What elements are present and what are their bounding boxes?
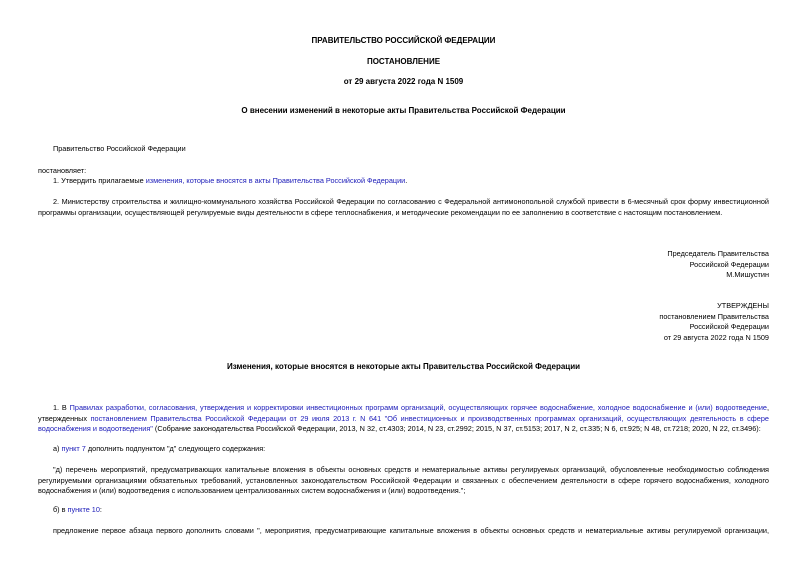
resolves: постановляет:	[38, 166, 87, 175]
document-type: ПОСТАНОВЛЕНИЕ	[366, 57, 441, 66]
change-1: 1. В Правилах разработки, согласования, утверждения и корректировки инвестиционных программ организаций, осуществляющих горячее водоснабжение, холодное водоснабжение и (или) водоотведение, утвержденных постановлением Правительства Российской Федерации от 29 июля 2013 г. N 641 "Об инвестиционных и производственных программах организаций, осуществляющих деятельность в сфере водоснабжения и водоотведения" (Собрание законодательства Российской Федерации, 2013, N 32, ст.4303; 2014, N 23, ст.2992; 2015, N 37, ст.5153; 2017, N 2, ст.335; N 6, ст.925; N 48, ст.7218; 2020, N 22, ст.3496):	[38, 403, 769, 433]
approved-org: Российской Федерации	[689, 322, 769, 331]
signature-org: Российской Федерации	[689, 259, 769, 269]
issuer: Правительство Российской Федерации	[53, 144, 186, 153]
rules-link[interactable]: Правилах разработки, согласования, утверждения и корректировки инвестиционных программ организаций, осуществляющих горячее водоснабжение, холодное водоснабжение и (или) водоотведение	[69, 403, 767, 412]
approved-by: постановлением Правительства	[659, 311, 769, 321]
resolution-641-link[interactable]: постановлением Правительства Российской Федерации от 29 июля 2013 г. N 641 "Об инвестиционных и производственных программах организаций, осуществляющих деятельность в сфере водоснабжения и водоотведения"	[38, 413, 769, 433]
signature-title: Председатель Правительства	[667, 249, 769, 258]
point-7-link[interactable]: пункт 7	[61, 444, 86, 453]
government-heading: ПРАВИТЕЛЬСТВО РОССИЙСКОЙ ФЕДЕРАЦИИ	[311, 36, 496, 45]
approved-date: от 29 августа 2022 года N 1509	[663, 332, 769, 342]
point-10-link[interactable]: пункте 10	[67, 505, 100, 514]
sub-a-text: "д) перечень мероприятий, предусматривающих капитальные вложения в объекты основных средств и нематериальные активы регулируемых организаций, обусловленные необходимостью соблюдения регулируемыми организациями обязательных требований, установленных законодательством Российской Федерации и связанных с обеспечением деятельности в сфере горячего водоснабжения, холодного водоснабжения и (или) водоотведения с использованием централизованных систем водоснабжения и (или) водоотведения.";	[38, 465, 769, 495]
sub-a: а) пункт 7 дополнить подпунктом "д" следующего содержания:	[53, 444, 266, 453]
document-title: О внесении изменений в некоторые акты Правительства Российской Федерации	[241, 106, 566, 115]
item-2: 2. Министерству строительства и жилищно-коммунального хозяйства Российской Федерации по согласованию с Федеральной антимонопольной службой привести в 6-месячный срок форму инвестиционной программы организации, осуществляющей регулируемые виды деятельности в сфере теплоснабжения, и методические рекомендации по ее заполнению в соответствие с настоящим постановлением.	[38, 197, 769, 217]
sub-b: б) в пункте 10:	[53, 505, 102, 514]
item-1: 1. Утвердить прилагаемые изменения, которые вносятся в акты Правительства Российской Федерации.	[53, 176, 408, 185]
document-date-number: от 29 августа 2022 года N 1509	[343, 77, 464, 86]
changes-title: Изменения, которые вносятся в некоторые акты Правительства Российской Федерации	[226, 362, 581, 371]
signature-name: М.Мишустин	[726, 270, 769, 279]
item-1-link[interactable]: изменения, которые вносятся в акты Правительства Российской Федерации	[145, 176, 406, 185]
sub-b-text: предложение первое абзаца первого дополнить словами ", мероприятия, предусматривающие капитальные вложения в объекты основных средств и нематериальные активы регулируемой организации,	[53, 526, 769, 535]
approved-label: УТВЕРЖДЕНЫ	[717, 301, 769, 310]
